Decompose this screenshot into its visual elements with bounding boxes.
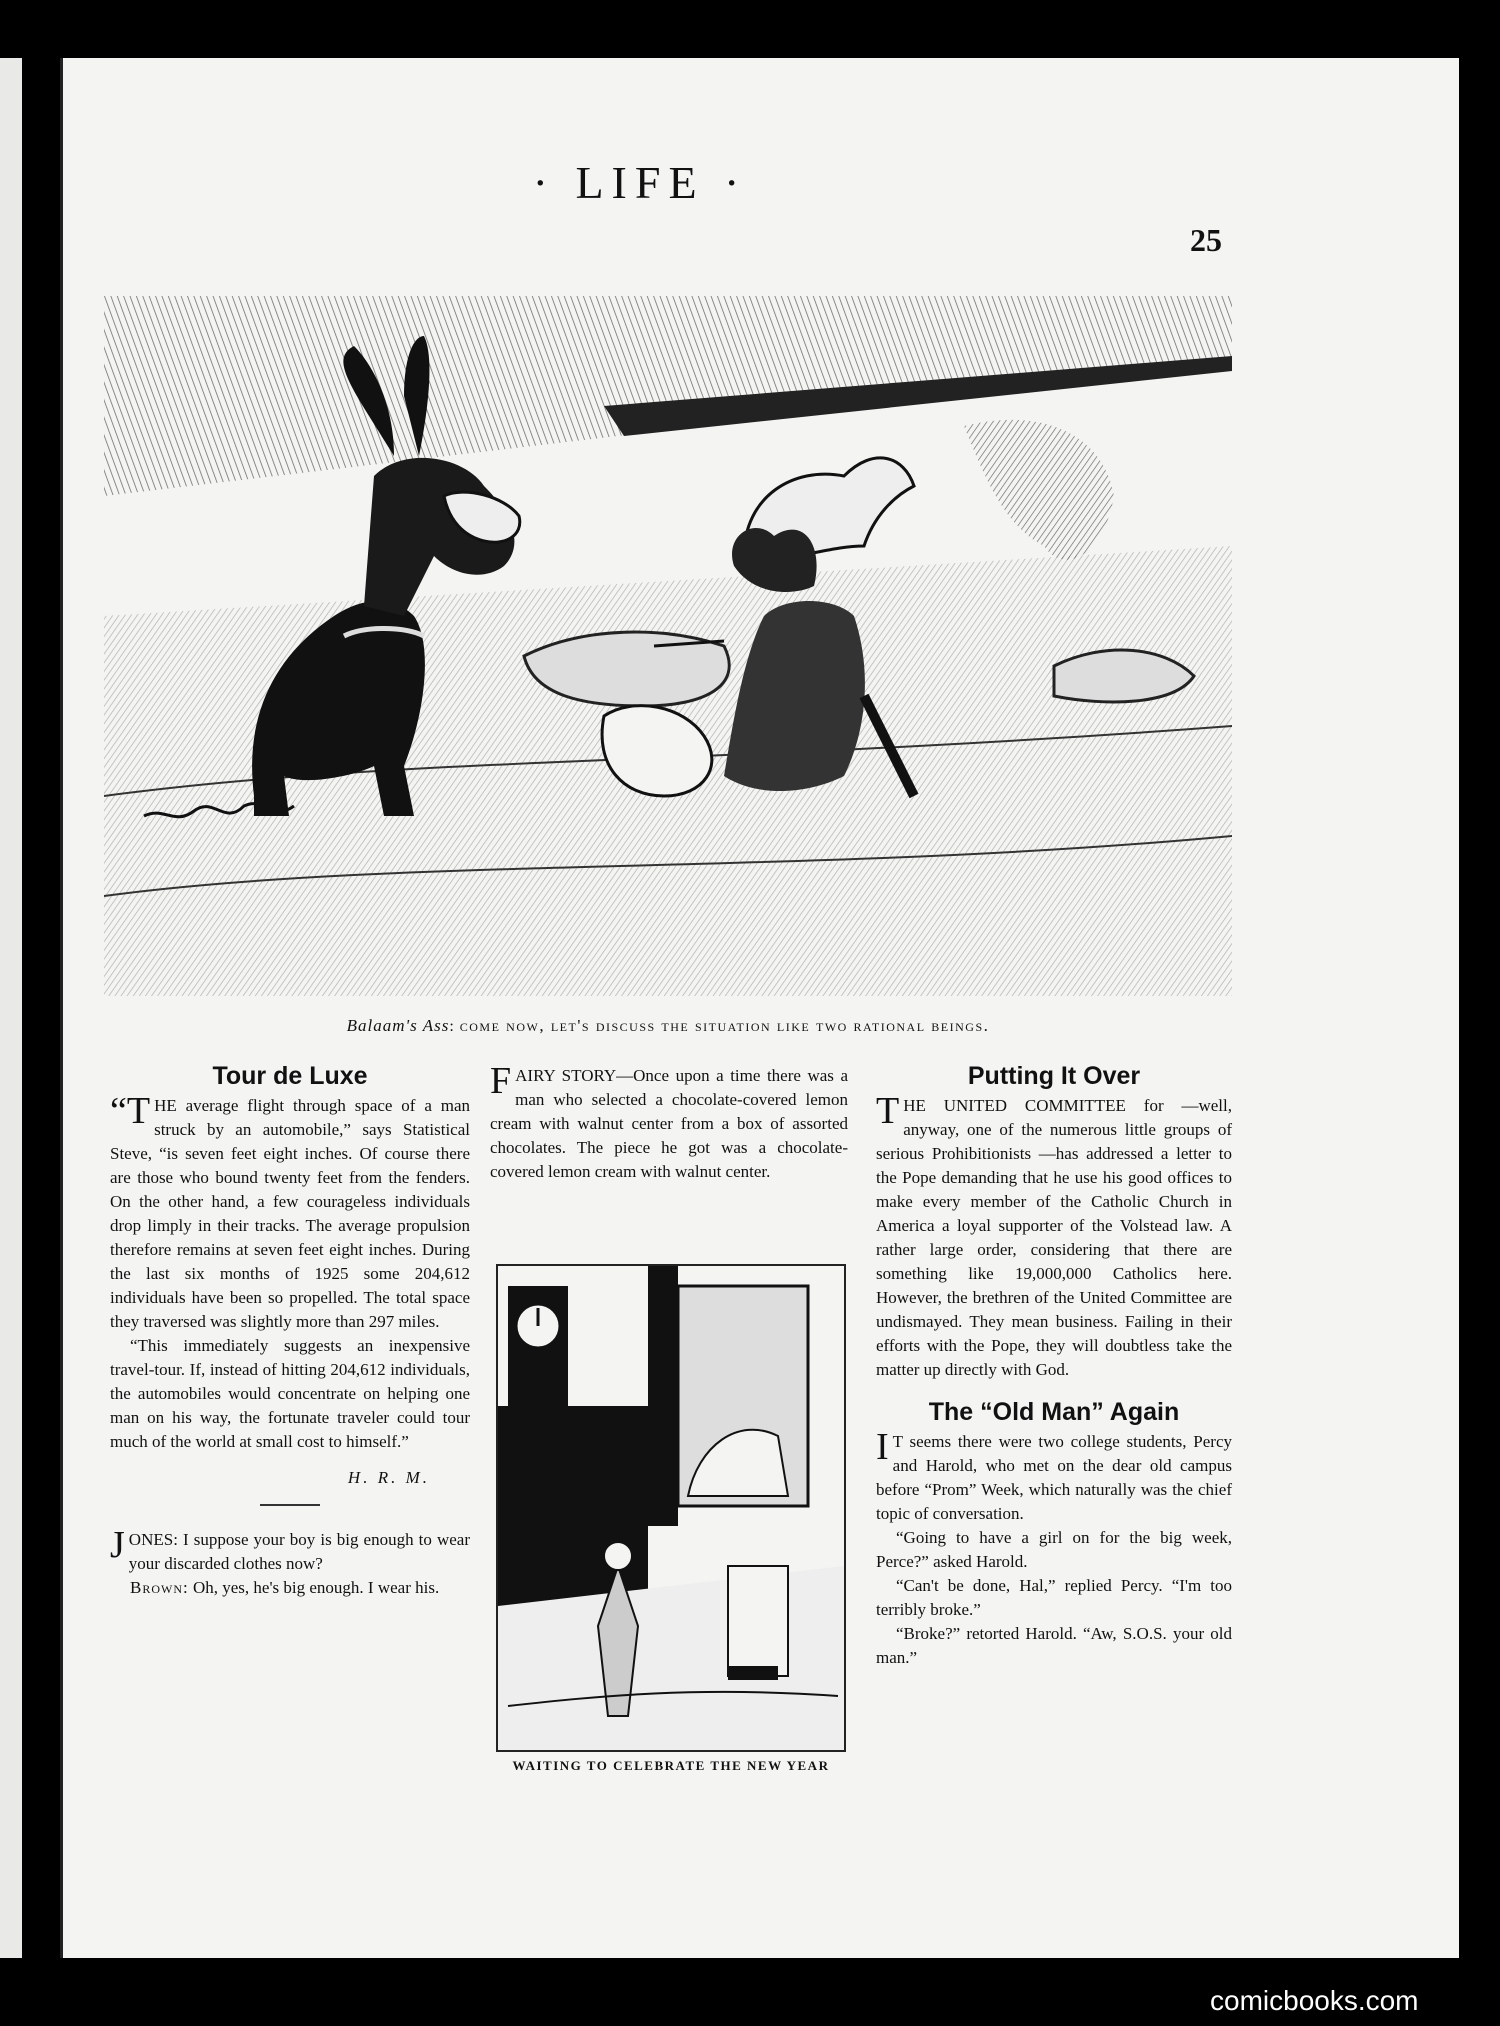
cartoon-caption-text: come now, let's discuss the situation like two rational beings.	[459, 1016, 990, 1035]
cartoon-drawing	[104, 296, 1232, 996]
jones-drop-cap: J	[110, 1524, 125, 1566]
watermark: comicbooks.com	[1210, 1985, 1419, 2016]
tour-paragraph-2: “This immediately suggests an inexpensive travel-tour. If, instead of hitting 204,612 individuals, the automobiles would concentrate on helping one man on his way, the fortunate traveler could tour much of the world at small cost to himself.”	[110, 1336, 470, 1451]
oldman-paragraph-4: “Broke?” retorted Harold. “Aw, S.O.S. your old man.”	[876, 1624, 1232, 1667]
previous-page-edge	[0, 58, 22, 1958]
putting-heading: Putting It Over	[967, 1062, 1141, 1090]
illustration-caption: WAITING TO CELEBRATE THE NEW YEAR	[512, 1758, 830, 1773]
new-year-illustration	[496, 1264, 846, 1752]
donkey-cartoon	[104, 296, 1232, 996]
putting-paragraph	[876, 1090, 1232, 1382]
putting-drop-cap: T	[876, 1090, 900, 1132]
fairy-drop-cap: F	[490, 1060, 512, 1102]
oldman-text-1: T seems there were two college students, Percy and Harold, who met on the dear old campus before “Prom” Week, which naturally was the chief topic of conversation.	[876, 1432, 1232, 1523]
illustration-drawing	[498, 1266, 844, 1750]
page-title: · LIFE ·	[532, 157, 748, 208]
column-right	[876, 1064, 1232, 1670]
brown-line: Oh, yes, he's big enough. I wear his.	[192, 1578, 440, 1597]
tour-paragraph-1	[110, 1090, 470, 1334]
oldman-paragraph-2: “Going to have a girl on for the big week, Perce?” asked Harold.	[876, 1528, 1232, 1571]
cartoon-caption	[104, 1016, 1232, 1036]
tour-drop-cap: “T	[110, 1090, 151, 1132]
oldman-drop-cap: I	[876, 1426, 889, 1468]
column-middle	[490, 1060, 848, 1184]
jones-line: ONES: I suppose your boy is big enough to wear your discarded clothes now?	[128, 1530, 470, 1573]
cartoon-speaker: Balaam's Ass	[346, 1016, 450, 1035]
caption-colon: :	[449, 1018, 460, 1035]
fairy-text: AIRY STORY—Once upon a time there was a man who selected a chocolate-covered lemon cream with walnut center from a box of assorted chocolates. The piece he got was a chocolate-covered lemon cream with walnut center.	[490, 1066, 848, 1181]
section-divider	[260, 1504, 320, 1506]
tour-byline: H. R. M.	[347, 1468, 430, 1487]
oldman-paragraph-1	[876, 1426, 1232, 1526]
oldman-paragraph-3: “Can't be done, Hal,” replied Percy. “I'm too terribly broke.”	[876, 1576, 1232, 1619]
brown-paragraph	[110, 1576, 470, 1600]
page-number: 25	[1190, 222, 1222, 258]
oldman-heading: The “Old Man” Again	[928, 1398, 1180, 1426]
brown-speaker: Brown:	[130, 1578, 189, 1597]
jones-paragraph	[110, 1524, 470, 1576]
tour-heading: Tour de Luxe	[212, 1062, 368, 1090]
putting-text: HE UNITED COMMITTEE for —well, anyway, one of the numerous little groups of serious Prohibitionists —has addressed a letter to the Pope demanding that he use his good offices to make every member of the Catholic Church in America a loyal supporter of the Volstead law. A rather large order, considering that there are something like 19,000,000 Catholics here. However, the brethren of the United Committee are undismayed. They mean business. Failing in their efforts with the Pope, they will doubtless take the matter up directly with God.	[876, 1096, 1232, 1379]
fairy-paragraph	[490, 1060, 848, 1184]
tour-text-1: HE average flight through space of a man struck by an automobile,” says Statistical Steve, “is seven feet eight inches. Of course there are those who bound twenty feet from the fenders. On the other hand, a few courageless individuals drop limply in their tracks. The average propulsion therefore remains at seven feet eight inches. During the last six months of 1925 some 204,612 individuals have been so propelled. The total space they traversed was slightly more than 297 miles.	[110, 1096, 470, 1331]
column-left	[110, 1064, 470, 1600]
